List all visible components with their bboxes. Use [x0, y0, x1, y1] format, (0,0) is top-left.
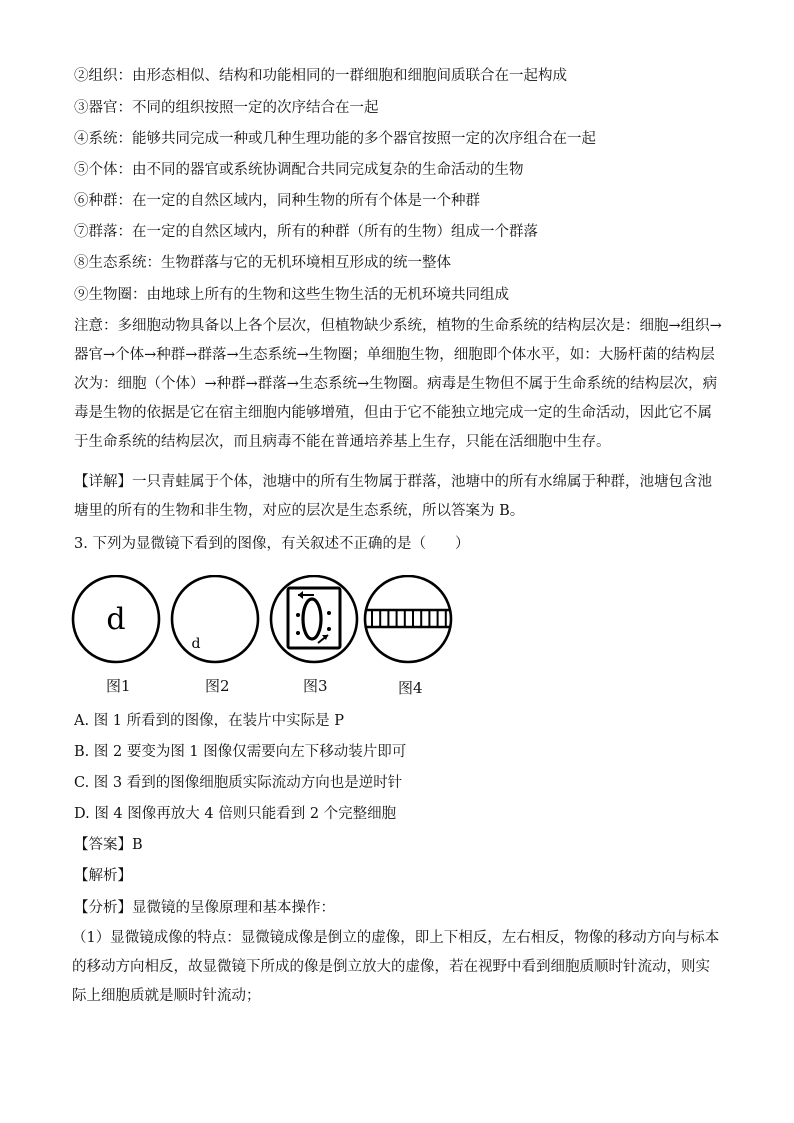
question-stem: 3. 下列为显微镜下看到的图像，有关叙述不正确的是（ ） — [74, 536, 470, 552]
fig1-letter: d — [106, 602, 126, 637]
analysis-paragraph: （1）显微镜成像的特点：显微镜成像是倒立的虚像，即上下相反，左右相反，物像的移动方向与标本的移动方向相反，故显微镜下所成的像是倒立放大的虚像，若在视野中看到细胞质顺时针流动，则实际上细胞质就是顺时针流动； — [72, 930, 720, 1004]
fig4-cell-row — [372, 610, 446, 627]
definition-line: ④系统：能够共同完成一种或几种生理功能的多个器官按照一定的次序组合在一起 — [74, 131, 596, 147]
definition-line: ③器官：不同的组织按照一定的次序结合在一起 — [74, 100, 379, 116]
microscope-figures-svg — [70, 575, 470, 675]
note-paragraph: 注意：多细胞动物具备以上各个层次，但植物缺少系统，植物的生命系统的结构层次是：细胞→组织→器官→个体→种群→群落→生态系统→生物圈；单细胞生物，细胞即个体水平，如：大肠杆菌的结构层次为：细胞（个体）→种群→群落→生态系统→生物圈。病毒是生物但不属于生命系统的结构层次，病毒是生物的依据是它在宿主细胞内能够增殖，但由于它不能独立地完成一定的生命活动，因此它不属于生命系统的结构层次，而且病毒不能在普通培养基上生存，只能在活细胞中生存。 — [74, 318, 722, 450]
fig3-chloroplast — [296, 631, 300, 635]
fig1-label: 图1 — [106, 677, 131, 695]
fig4-label: 图4 — [398, 679, 423, 697]
definition-line: ⑥种群：在一定的自然区域内，同种生物的所有个体是一个种群 — [74, 193, 480, 209]
fig3-flow-arrowhead-top — [298, 591, 303, 599]
definition-line: ⑤个体：由不同的器官或系统协调配合共同完成复杂的生命活动的生物 — [74, 162, 524, 178]
definition-line: ②组织：由形态相似、结构和功能相同的一群细胞和细胞间质联合在一起构成 — [74, 68, 567, 84]
analysis-subtitle: 【分析】显微镜的呈像原理和基本操作： — [74, 900, 335, 916]
fig3-label: 图3 — [303, 677, 328, 695]
answer-line: 【答案】B — [74, 837, 143, 853]
definition-line: ⑨生物圈：由地球上所有的生物和这些生物生活的无机环境共同组成 — [74, 287, 509, 303]
definition-line: ⑦群落：在一定的自然区域内，所有的种群（所有的生物）组成一个群落 — [74, 224, 538, 240]
detail-paragraph: 【详解】一只青蛙属于个体，池塘中的所有生物属于群落，池塘中的所有水绵属于种群，池塘包含池塘里的所有的生物和非生物，对应的层次是生态系统，所以答案为 B。 — [74, 474, 712, 519]
fig3-chloroplast — [296, 613, 300, 617]
fig3-vacuole — [303, 599, 321, 639]
option-c: C. 图 3 看到的图像细胞质实际流动方向也是逆时针 — [74, 775, 403, 791]
microscope-figures — [70, 575, 470, 705]
option-a: A. 图 1 所看到的图像，在装片中实际是 P — [74, 713, 344, 729]
fig3-chloroplast — [327, 611, 331, 615]
fig2-letter: d — [191, 636, 201, 652]
option-b: B. 图 2 要变为图 1 图像仅需要向左下移动装片即可 — [74, 744, 407, 760]
option-d: D. 图 4 图像再放大 4 倍则只能看到 2 个完整细胞 — [74, 806, 397, 822]
analysis-title: 【解析】 — [74, 868, 132, 884]
fig3-chloroplast — [327, 627, 331, 631]
fig2-label: 图2 — [205, 677, 230, 695]
fig2-field — [172, 576, 258, 662]
definition-line: ⑧生态系统：生物群落与它的无机环境相互形成的统一整体 — [74, 255, 451, 271]
